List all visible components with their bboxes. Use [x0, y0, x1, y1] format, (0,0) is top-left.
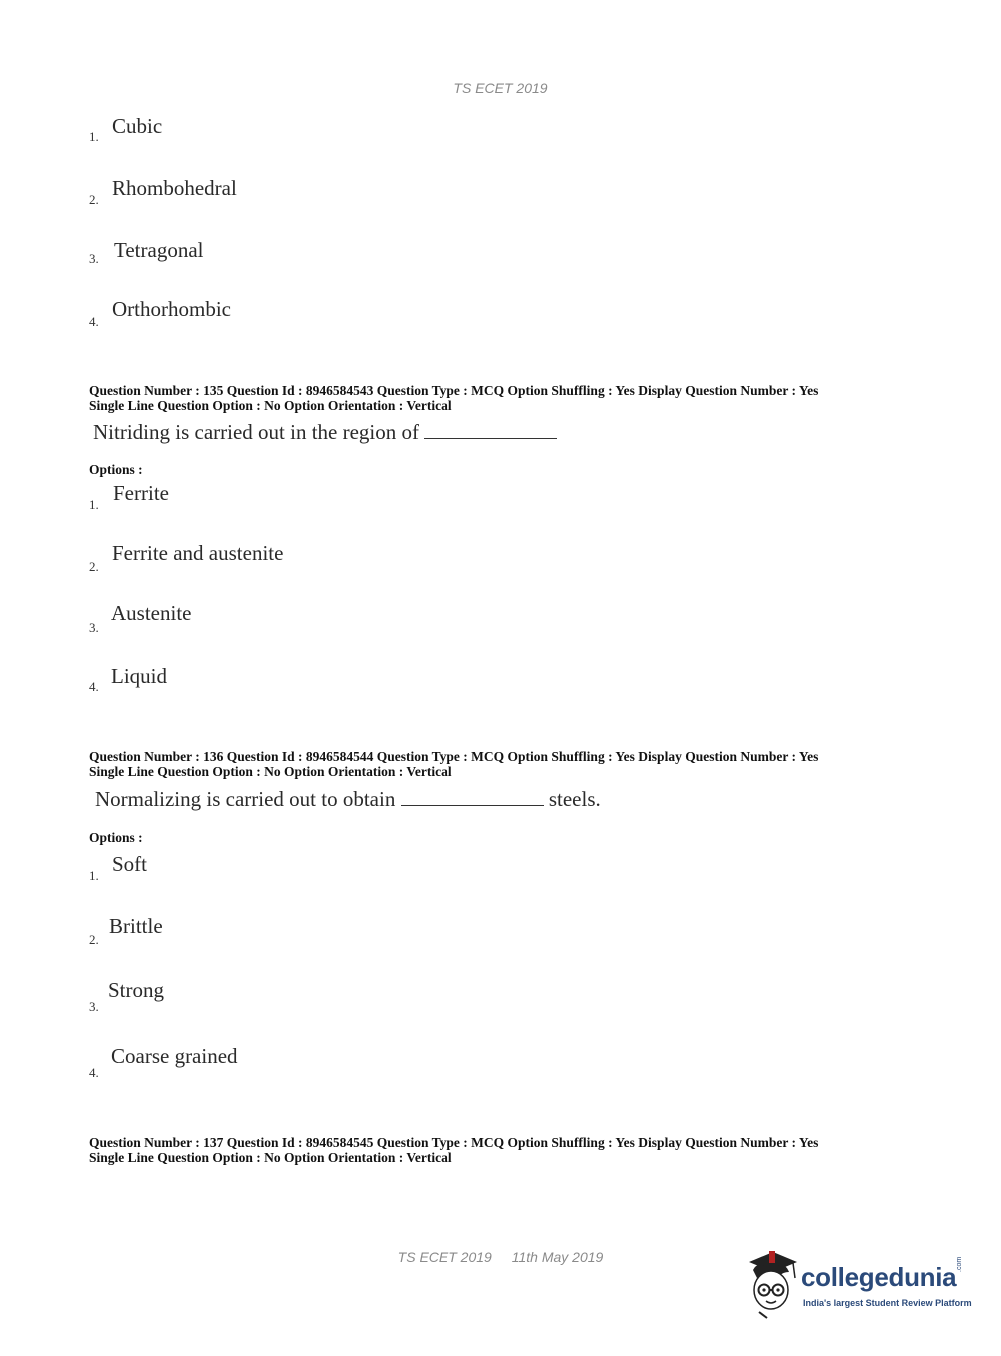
option-text: Strong — [108, 978, 165, 1002]
option-number: 1. — [89, 129, 99, 144]
logo-tagline: India's largest Student Review Platform — [803, 1298, 972, 1308]
option-text: Rhombohedral — [112, 176, 237, 200]
question-meta-line2: Single Line Question Option : No Option Orientation : Vertical — [89, 764, 452, 779]
question-text-before: Normalizing is carried out to obtain — [95, 787, 396, 811]
option-number: 3. — [89, 251, 99, 266]
question-text — [95, 787, 601, 812]
option-text: Brittle — [109, 914, 163, 938]
question-meta-line1: Question Number : 137 Question Id : 8946584545 Question Type : MCQ Option Shuffling : Yes Display Question Number : Yes — [89, 1135, 819, 1150]
option-text: Ferrite and austenite — [112, 541, 284, 565]
option-text: Liquid — [111, 664, 167, 688]
option-text: Austenite — [111, 601, 192, 625]
question-meta-line1: Question Number : 135 Question Id : 8946584543 Question Type : MCQ Option Shuffling : Yes Display Question Number : Yes — [89, 383, 819, 398]
option-text: Coarse grained — [111, 1044, 238, 1068]
option-text: Ferrite — [113, 481, 169, 505]
option-number: 2. — [89, 192, 99, 207]
option-number: 1. — [89, 497, 99, 512]
option-text: Orthorhombic — [112, 297, 231, 321]
footer-exam: TS ECET 2019 — [397, 1249, 492, 1265]
option-text: Cubic — [112, 114, 163, 138]
mascot-icon — [743, 1250, 803, 1320]
option-number: 2. — [89, 559, 99, 574]
footer-date: 11th May 2019 — [511, 1249, 604, 1265]
logo-name: collegedunia — [801, 1262, 957, 1292]
option-number: 4. — [89, 314, 99, 329]
option-number: 2. — [89, 932, 99, 947]
question-meta-line1: Question Number : 136 Question Id : 8946584544 Question Type : MCQ Option Shuffling : Yes Display Question Number : Yes — [89, 749, 819, 764]
option-text: Soft — [112, 852, 148, 876]
question-text — [93, 420, 557, 445]
question-text-before: Nitriding is carried out in the region of — [93, 420, 420, 444]
question-meta-line2: Single Line Question Option : No Option Orientation : Vertical — [89, 398, 452, 413]
page-header-title: TS ECET 2019 — [453, 80, 548, 96]
question-text-after: steels. — [548, 787, 601, 811]
answer-blank — [401, 791, 544, 806]
collegedunia-logo — [743, 1250, 972, 1320]
option-number: 4. — [89, 679, 99, 694]
option-text: Tetragonal — [114, 238, 204, 262]
answer-blank — [424, 424, 557, 439]
option-number: 3. — [89, 999, 99, 1014]
option-number: 4. — [89, 1065, 99, 1080]
option-number: 1. — [89, 868, 99, 883]
options-label: Options : — [89, 462, 143, 477]
question-meta-line2: Single Line Question Option : No Option Orientation : Vertical — [89, 1150, 452, 1165]
option-number: 3. — [89, 620, 99, 635]
logo-suffix: .com — [956, 1256, 963, 1272]
options-label: Options : — [89, 830, 143, 845]
